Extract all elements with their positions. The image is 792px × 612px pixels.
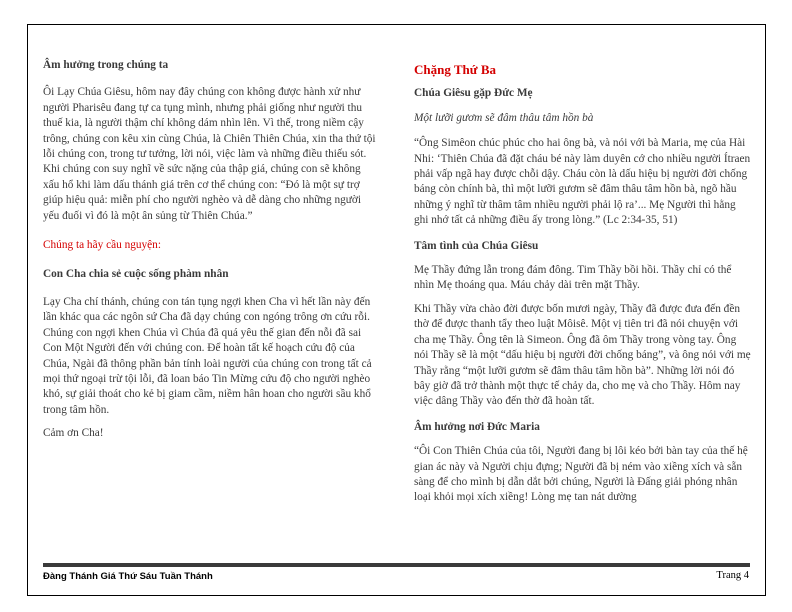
- section-title-resonance: Âm hưởng trong chúng ta: [43, 59, 169, 71]
- page-number: Trang 4: [716, 570, 749, 581]
- right-column: [414, 58, 752, 514]
- section-title-jesus-feelings: Tâm tình của Chúa Giêsu: [414, 239, 539, 252]
- closing-line: Cảm ơn Cha!: [43, 427, 104, 440]
- chapter-title: Chặng Thứ Ba: [414, 62, 496, 77]
- prayer-call: Chúng ta hãy cầu nguyện:: [43, 239, 161, 252]
- feelings-paragraph-1: Mẹ Thầy đứng lẫn trong đám đông. Tim Thầy bồi hồi. Thầy chỉ có thể nhìn Mẹ thoáng qua. Máu chảy dài trên mặt Thầy.: [414, 264, 732, 292]
- left-column: [43, 58, 378, 450]
- son-shares-life-body: Lạy Cha chí thánh, chúng con tán tụng ngợi khen Cha vì hết lần này đến lần khác qua các ngôn sứ Cha đã dạy chúng con ngóng trông ơn cứu rỗi. Chúng con ngợi khen Chúa vì Chúa đã quá yêu thế gian đến nỗi đã sai Con Một Người đến với chúng con. Để hoàn tất kế hoạch cứu độ của Chúa, Ngài đã thông phần bản tính loài người của chúng con trong tất cả mọi thứ ngoại trừ tội lỗi, đã loan báo Tin Mừng cứu độ cho người nghèo khó, sự giải thoát cho kẻ bị giam cầm, niềm hân hoan cho người sầu khổ trong tâm hồn.: [43, 295, 372, 416]
- station-subtitle: Chúa Giêsu gặp Đức Mẹ: [414, 87, 533, 100]
- footer-divider: [43, 563, 750, 567]
- section-title-mary-resonance: Âm hưởng nơi Đức Maria: [414, 420, 540, 433]
- section-title-son-shares-life: Con Cha chia sẻ cuộc sống phàm nhân: [43, 268, 229, 281]
- document-page: [27, 24, 766, 596]
- mary-resonance-body: “Ôi Con Thiên Chúa của tôi, Người đang bị lôi kéo bởi bàn tay của thế hệ gian ác này và Người chịu đựng; Người đã bị ném vào xiềng xích và sẵn sàng để cho mình bị dẫn dắt bởi chúng, Người là Đấng giải phóng nhân loại khỏi mọi xích xiềng! Lòng mẹ tan nát dường: [414, 445, 748, 504]
- feelings-paragraph-2: Khi Thầy vừa chào đời được bốn mươi ngày, Thầy đã được đưa đến đền thờ để được thanh tẩy theo luật Môisê. Một vị tiên tri đã nói chuyện với cha mẹ Thầy. Ông tên là Simeon. Ông đã ôm Thầy trong vòng tay. Ông nói Thầy sẽ là một “dấu hiệu bị người đời chống báng”, và ông nói với mẹ Thầy rằng “một lưỡi gươm sẽ đâm thâu tâm hồn bà”. Những lời nói đó bây giờ đã trở thành một thực tế chảy da, cho mẹ và cho Thầy. Hôm nay việc dâng Thầy vào đến thờ đã hoàn tất.: [414, 302, 751, 408]
- resonance-body: Ôi Lạy Chúa Giêsu, hôm nay đây chúng con không được hành xử như người Pharisêu đang tự ca tụng mình, nhưng phải giống như người thu thuế kia, là người thậm chí không dám nhìn lên. Vì thế, trong niềm cậy trông, chúng con kêu xin cùng Chúa, là Chiên Thiên Chúa, xin tha thứ tội lỗi chúng con, trong tư tưởng, lời nói, việc làm và những điều thiếu sót. Khi chúng con suy nghĩ về sức nặng của thập giá, chúng con sẽ không xấu hổ khi làm dấu thánh giá trên cơ thể chúng con: “Đó là một sự trợ giúp hiệu quả: miễn phí cho người nghèo và dễ dàng cho những người yếu đuối vì đó là một ân sủng từ Thiên Chúa.”: [43, 86, 376, 222]
- footer-title: Đàng Thánh Giá Thứ Sáu Tuần Thánh: [43, 571, 213, 582]
- italic-line: Một lưỡi gươm sẽ đâm thâu tâm hồn bà: [414, 111, 594, 124]
- scripture-quote: “Ông Simêon chúc phúc cho hai ông bà, và nói với bà Maria, mẹ của Hài Nhi: ‘Thiên Chúa đã đặt cháu bé này làm duyên cớ cho nhiều người Ítraen phải vấp ngã hay được chỗi dậy. Cháu còn là dấu hiệu bị người đời chống báng còn chính bà, thì một lưỡi gươm sẽ đâm thâu tâm hồn bà, ngõ hầu những ý nghĩ từ thâm tâm nhiều người phải lộ ra’... Mẹ Người thì hằng ghi nhớ tất cả những điều ấy trong lòng.” (Lc 2:34-35, 51): [414, 137, 751, 227]
